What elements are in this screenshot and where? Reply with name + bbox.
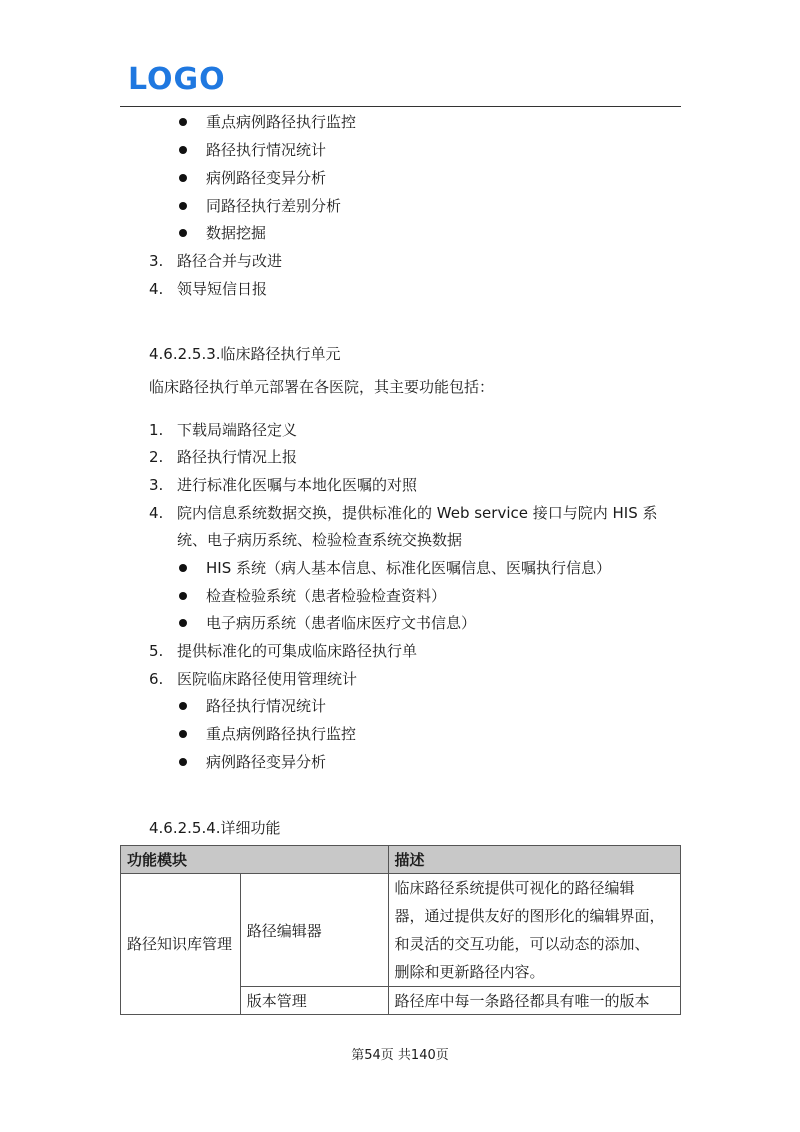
logo: LOGO — [128, 62, 226, 97]
section-intro: 临床路径执行单元部署在各医院，其主要功能包括： — [149, 378, 495, 396]
bullet-icon — [179, 564, 187, 572]
bullet-icon — [179, 730, 187, 738]
section-heading: 4.6.2.5.4.详细功能 — [149, 819, 281, 837]
table-cell-group: 路径知识库管理 — [121, 874, 241, 1015]
table-header-row — [121, 846, 681, 874]
table-header-cell: 描述 — [388, 846, 680, 874]
bullet-icon — [179, 174, 187, 182]
table-cell: 版本管理 — [240, 987, 388, 1015]
bullet-icon — [179, 702, 187, 710]
bullet-icon — [179, 592, 187, 600]
bullet-icon — [179, 619, 187, 627]
function-table — [120, 845, 681, 1015]
section-heading: 4.6.2.5.3.临床路径执行单元 — [149, 345, 341, 363]
bullet-icon — [179, 202, 187, 210]
table-cell-description: 路径库中每一条路径都具有唯一的版本 — [388, 987, 680, 1015]
page-footer: 第54页 共140页 — [351, 1048, 449, 1063]
table-row — [121, 874, 681, 987]
table-cell-description: 临床路径系统提供可视化的路径编辑 器，通过提供友好的图形化的编辑界面， 和灵活的交互功能，可以动态的添加、 删除和更新路径内容。 — [388, 874, 680, 987]
bullet-icon — [179, 758, 187, 766]
header-divider — [120, 106, 681, 107]
bullet-icon — [179, 118, 187, 126]
bullet-icon — [179, 229, 187, 237]
bullet-icon — [179, 146, 187, 154]
table-cell: 路径编辑器 — [240, 874, 388, 987]
table-header-cell: 功能模块 — [121, 846, 389, 874]
